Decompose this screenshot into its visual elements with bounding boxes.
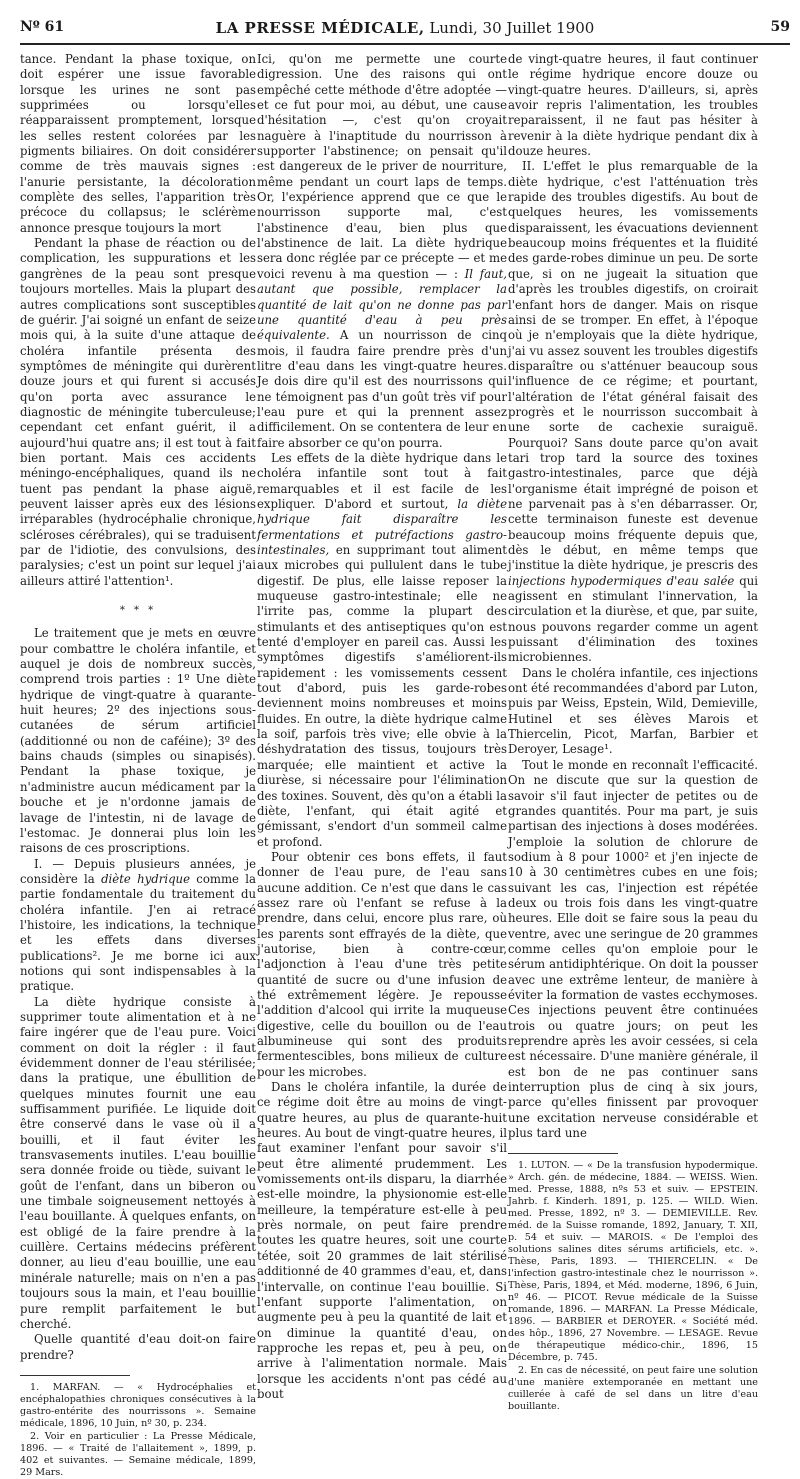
issue-date: Lundi, 30 Juillet 1900 [429, 19, 595, 37]
journal-name: LA PRESSE MÉDICALE, [215, 19, 425, 37]
footnote: 1. MARFAN. — « Hydrocéphalies et encéphalopathies chroniques consécutives à la gastro-entérite des nourrissons ». Semaine médicale, 1896, 10 Juin, nº 30, p. 234. [20, 1381, 256, 1429]
issue-number: Nº 61 [20, 19, 65, 35]
footnote-rule [508, 1153, 618, 1154]
paragraph: Pendant la phase de réaction ou de complication, les suppurations et les gangrènes de la peau sont presque toujours mortelles. Mais la plupart des autres complications sont susceptibles de guérir. J'ai soigné un enfant de seize mois qui, à la suite d'une attaque de choléra infantile présenta des symptômes de méningite qui durèrent douze jours et qui furent si accusés qu'on porta avec assurance le diagnostic de méningite tuberculeuse; cependant cet enfant guérit, il a aujourd'hui quatre ans; il est tout à fait bien portant. Mais ces accidents méningo-encéphaliques, quand ils ne tuent pas pendant la phase aiguë, peuvent laisser après eux des lésions irréparables (hydrocéphalie chronique, scléroses cérébrales), qui se traduisent par de l'idiotie, des convulsions, des paralysies; c'est un point sur lequel j'ai ailleurs attiré l'attention¹. [20, 236, 256, 588]
emphasis: injections hypodermiques d'eau salée [508, 573, 735, 588]
footnotes [508, 1160, 758, 1413]
paragraph: Dans le choléra infantile, la durée de ce régime doit être au moins de vingt-quatre heures, au plus de quarante-huit heures. Au bout de vingt-quatre heures, il faut examiner l'enfant pour savoir s'il peut être alimenté prudemment. Les vomissements ont-ils disparu, la diarrhée est-elle moindre, la physionomie est-elle meilleure, la température est-elle à peu près normale, on peut faire prendre toutes les quatre heures, soit une courte tétée, soit 20 grammes de lait stérilisé additionné de 40 grammes d'eau, et, dans l'intervalle, on continue l'eau bouillie. Si l'enfant supporte l'alimentation, on augmente peu à peu la quantité de lait et on diminue la quantité d'eau, on rapproche les repas et, peu à peu, on arrive à l'alimentation normale. Mais lorsque les accidents n'ont pas cédé au bout [257, 1080, 507, 1401]
column-3 [508, 52, 758, 1413]
footnote: 2. En cas de nécessité, on peut faire une solution d'une manière extemporanée en mettant une cuillerée à café de sel dans un litre d'eau bouillante. [508, 1365, 758, 1413]
emphasis: diète hydrique [101, 871, 190, 886]
page-number: 59 [770, 19, 790, 35]
paragraph: La diète hydrique consiste à supprimer toute alimentation et à ne faire ingérer que de l'eau pure. Voici comment on doit la régler : il faut évidemment donner de l'eau stérilisée; dans la pratique, une ébullition de quelques minutes fournit une eau suffisamment purifiée. Le liquide doit être conservé dans le vase où il a bouilli, et il faut éviter les transvasements inutiles. L'eau bouillie sera donnée froide ou tiède, suivant le goût de l'enfant, dans un biberon ou une timbale soigneusement nettoyés à l'eau bouillante. À quelques enfants, on est obligé de la faire prendre à la cuillère. Certains médecins préfèrent donner, au lieu d'eau bouillie, une eau minérale naturelle; mais on n'en a pas toujours sous la main, et l'eau bouillie pure remplit parfaitement le but cherché. [20, 994, 256, 1331]
paragraph: tance. Pendant la phase toxique, on doit espérer une issue favorable lorsque les urines ne sont pas supprimées ou lorsqu'elles réapparaissent promptement, lorsque les selles restent colorées par les pigments biliaires. On doit considérer comme de très mauvais signes : l'anurie persistante, la décoloration complète des selles, l'apparition très précoce du collapsus; le sclérème annonce presque toujours la mort [20, 52, 256, 235]
emphasis: Il faut, autant que possible, remplacer la quantité de lait qu'on ne donne pas par une quantité d'eau à peu près équivalente. [257, 266, 507, 343]
column-2 [257, 52, 507, 1401]
section-separator: * * * [119, 605, 157, 617]
page-header [20, 17, 790, 43]
footnote: 1. LUTON. — « De la transfusion hypodermique. » Arch. gén. de médecine, 1884. — WEISS. Wien. med. Presse, 1888, nºs 53 et suiv. — EPSTEIN. Jahrb. f. Kinderh. 1891, p. 125. — WILD. Wien. med. Presse, 1892, nº 3. — DEMIEVILLE. Rev. méd. de la Suisse romande, 1892, January, T. XII, p. 54 et suiv. — MAROIS. « De l'emploi des solutions salines dites sérums artificiels, etc. ». Thèse, Paris, 1893. — THIERCELIN. « De l'infection gastro-intestinale chez le nourrisson ». Thèse, Paris, 1894, et Méd. moderne, 1896, 6 Juin, nº 46. — PICOT. Revue médicale de la Suisse romande, 1896. — MARFAN. La Presse Médicale, 1896. — BARBIER et DEROYER. « Société méd. des hôp., 1896, 27 Novembre. — LESAGE. Revue de thérapeutique médico-chir., 1896, 15 Décembre, p. 745. [508, 1160, 758, 1364]
running-title [20, 19, 790, 37]
paragraph: Ici, qu'on me permette une courte digression. Une des raisons qui ont empêché cette méthode d'être adoptée — et ce fut pour moi, au début, une cause d'hésitation —, c'est qu'on croyait naguère à l'inaptitude du nourrisson à supporter l'abstinence; on pensait qu'il est dangereux de le priver de nourriture, même pendant un court laps de temps. Or, l'expérience apprend que ce que le nourrisson supporte mal, c'est l'abstinence d'eau, bien plus que l'abstinence de lait. La diète hydrique sera donc réglée par ce précepte — et me voici revenu à ma question — : Il faut, autant que possible, remplacer la quantité de lait qu'on ne donne pas par une quantité d'eau à peu près équivalente. A un nourrisson de cinq mois, il faudra faire prendre près d'un litre d'eau dans les vingt-quatre heures. Je dois dire qu'il est des nourrissons qui ne témoignent pas d'un goût très vif pour l'eau pure et qui la prennent assez difficilement. On se contentera de leur en faire absorber ce qu'on pourra. [257, 52, 507, 450]
emphasis: la diète hydrique fait disparaître les fermentations et putréfactions gastro-intestinales, [257, 496, 507, 557]
paragraph: II. L'effet le plus remarquable de la diète hydrique, c'est l'atténuation très rapide des troubles digestifs. Au bout de quelques heures, les vomissements disparaissent, les évacuations deviennent beaucoup moins fréquentes et la fluidité des garde-robes diminue un peu. De sorte que, si on ne jugeait la situation que d'après les troubles digestifs, on croirait l'enfant hors de danger. Mais on risque ainsi de se tromper. En effet, à l'époque où je n'employais que la diète hydrique, j'ai vu assez souvent les troubles digestifs disparaître ou s'atténuer beaucoup sous l'influence de ce régime; et pourtant, l'altération de l'état général faisait des progrès et le nourrisson succombait à une sorte de cachexie suraiguë. Pourquoi? Sans doute parce qu'on avait tari trop tard la source des toxines gastro-intestinales, parce que déjà l'organisme était imprégné de poison et ne parvenait pas à s'en débarrasser. Or, cette terminaison funeste est devenue beaucoup moins fréquente depuis que, dès le début, en même temps que j'institue la diète hydrique, je prescris des injections hypodermiques d'eau salée qui agissent en stimulant l'innervation, la circulation et la diurèse, et que, par suite, nous pouvons regarder comme un agent puissant d'élimination des toxines microbiennes. [508, 159, 758, 665]
footnotes [20, 1382, 256, 1479]
paragraph: Tout le monde en reconnaît l'efficacité. On ne discute que sur la question de savoir s'il faut injecter de petites ou de grandes quantités. Pour ma part, je suis partisan des injections à doses modérées. J'emploie la solution de chlorure de sodium à 8 pour 1000² et j'en injecte de 10 à 30 centimètres cubes en une fois; suivant les cas, l'injection est répétée deux ou trois fois dans les vingt-quatre heures. Elle doit se faire sous la peau du ventre, avec une seringue de 20 grammes comme celles qu'on emploie pour le sérum antidiphtérique. On doit la pousser avec une extrême lenteur, de manière à éviter la formation de vastes ecchymoses. Ces injections peuvent être continuées trois ou quatre jours; on peut les reprendre après les avoir cessées, si cela est nécessaire. D'une manière générale, il est bon de ne pas continuer sans interruption plus de cinq à six jours, parce qu'elles finissent par provoquer une excitation nerveuse considérable et plus tard une [508, 757, 758, 1141]
paragraph: Pour obtenir ces bons effets, il faut donner de l'eau pure, de l'eau sans aucune addition. Ce n'est que dans le cas assez rare où l'enfant se refuse à la prendre, dans celui, encore plus rare, où les parents sont effrayés de la diète, que j'autorise, bien à contre-cœur, l'adjonction à l'eau d'une très petite quantité de sucre ou d'une infusion de thé extrêmement légère. Je repousse l'addition d'alcool qui irrite la muqueuse digestive, celle du bouillon ou de l'eau albumineuse qui sont des produits fermentescibles, bons milieux de culture pour les microbes. [257, 849, 507, 1079]
paragraph: de vingt-quatre heures, il faut continuer le régime hydrique encore douze ou vingt-quatre heures. D'ailleurs, si, après avoir repris l'alimentation, les troubles reparaissent, il ne faut pas hésiter à revenir à la diète hydrique pendant dix à douze heures. [508, 52, 758, 159]
column-1 [20, 52, 256, 1478]
footnote-rule [20, 1375, 130, 1376]
paragraph: Quelle quantité d'eau doit-on faire prendre? [20, 1332, 256, 1362]
paragraph: Le traitement que je mets en œuvre pour combattre le choléra infantile, et auquel je dois de nombreux succès, comprend trois parties : 1º Une diète hydrique de vingt-quatre à quarante-huit heures; 2º des injections sous-cutanées de sérum artificiel (additionné ou non de caféine); 3º des bains chauds (simples ou sinapisés). Pendant la phase toxique, je n'administre aucun médicament par la bouche et je n'ordonne jamais de lavage de l'intestin, ni de lavage de l'estomac. Je donnerai plus loin les raisons de ces proscriptions. [20, 626, 256, 856]
paragraph: I. — Depuis plusieurs années, je considère la diète hydrique comme la partie fondamentale du traitement du choléra infantile. J'en ai retracé l'histoire, les indications, la technique et les effets dans diverses publications². Je me borne ici aux notions qui sont indispensables à la pratique. [20, 856, 256, 994]
header-rule [20, 43, 790, 45]
paragraph: Les effets de la diète hydrique dans le choléra infantile sont tout à fait remarquables et il est facile de les expliquer. D'abord et surtout, la diète hydrique fait disparaître les fermentations et putréfactions gastro-intestinales, en supprimant tout aliment aux microbes qui pullulent dans le tube digestif. De plus, elle laisse reposer la muqueuse gastro-intestinale; elle ne l'irrite pas, comme la plupart des stimulants et des antiseptiques qu'on est tenté d'employer en pareil cas. Aussi les symptômes digestifs s'améliorent-ils rapidement : les vomissements cessent tout d'abord, puis les garde-robes deviennent moins nombreuses et moins fluides. En outre, la diète hydrique calme la soif, parfois très vive; elle obvie à la déshydratation des tissus, toujours très marquée; elle maintient et active la diurèse, si nécessaire pour l'élimination des toxines. Souvent, dès qu'on a établi la diète, l'enfant, qui était agité et gémissant, s'endort d'un sommeil calme et profond. [257, 450, 507, 849]
footnote: 2. Voir en particulier : La Presse Médicale, 1896. — « Traité de l'allaitement », 1899, p. 402 et suivantes. — Semaine médicale, 1899, 29 Mars. [20, 1430, 256, 1478]
paragraph: Dans le choléra infantile, ces injections ont été recommandées d'abord par Luton, puis par Weiss, Epstein, Wild, Demieville, Hutinel et ses élèves Marois et Thiercelin, Picot, Marfan, Barbier et Deroyer, Lesage¹. [508, 665, 758, 757]
